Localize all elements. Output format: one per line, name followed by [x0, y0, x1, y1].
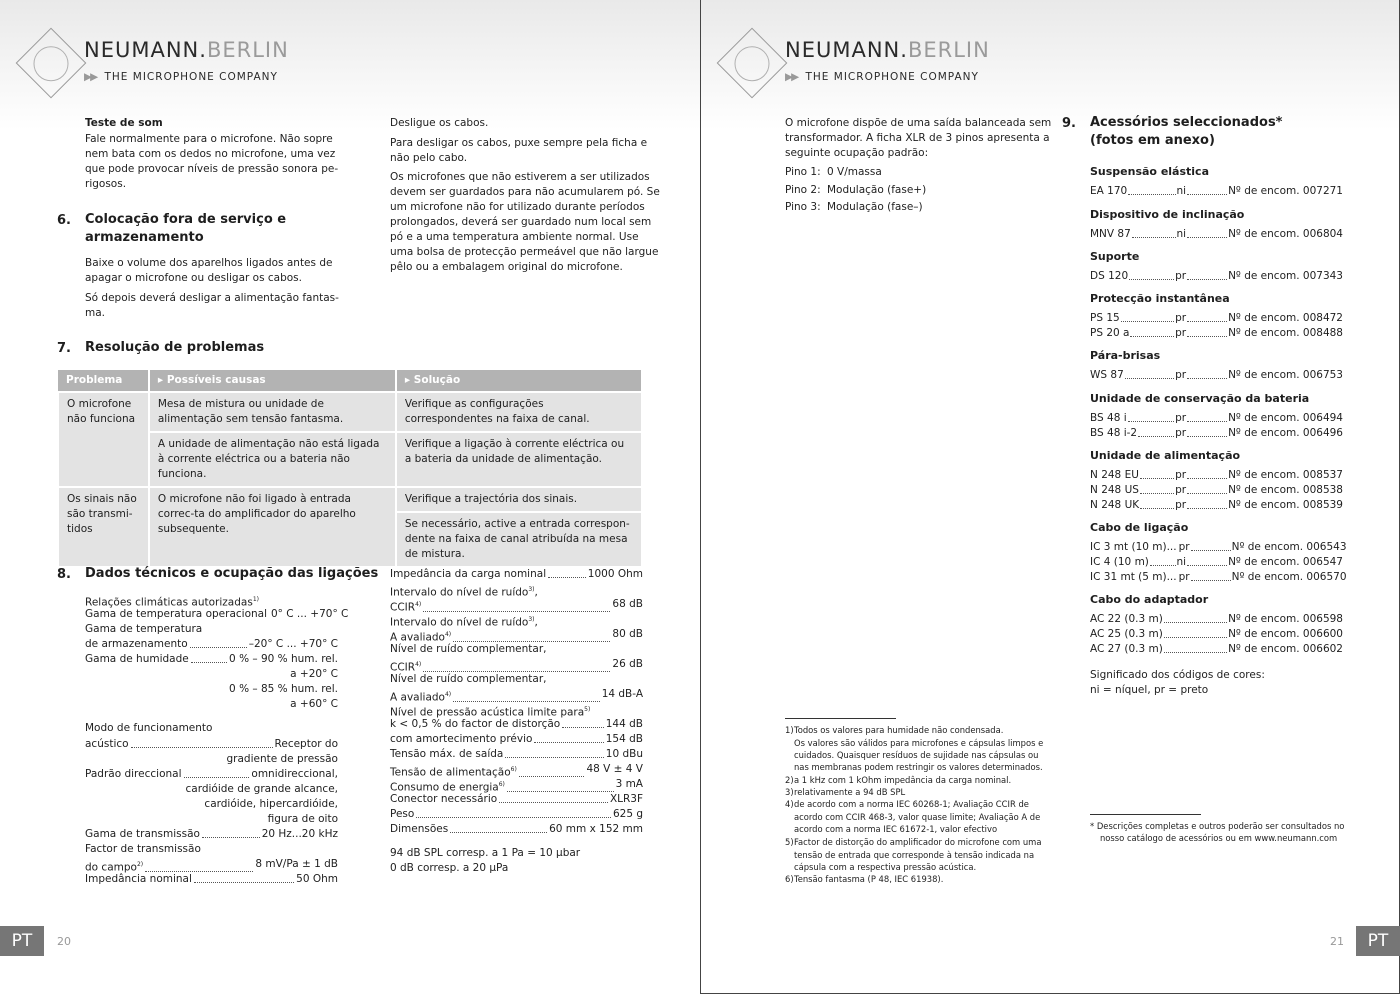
spec-label: Factor de transmissão — [85, 843, 201, 855]
spec-row: Consumo de energia$^{6)}$ 3 mA — [390, 778, 643, 794]
accessory-model: PS 20 a — [1090, 327, 1130, 339]
double-arrow-icon: ▶▶ — [84, 71, 97, 83]
accessories-footnote: nosso catálogo de acessórios ou em www.neumann.com — [1100, 833, 1338, 843]
col2-para: devem ser guardados para não acumularem pó. Se — [390, 186, 660, 198]
col2-para: prolongados, deverá ser guardado num local sem — [390, 216, 652, 228]
spec-value: figura de oito — [267, 813, 338, 825]
accessory-model: N 248 UK — [1090, 499, 1140, 511]
accessory-order-code: Nº de encom. 007271 — [1228, 185, 1343, 197]
accessory-row — [1090, 269, 1343, 284]
spec-row: Gama de transmissão 20 Hz...20 kHz — [85, 828, 338, 840]
accessory-order-code: Nº de encom. 006494 — [1228, 412, 1343, 424]
accessory-group-title: Pára-brisas — [1090, 349, 1161, 362]
accessory-group-title: Protecção instantânea — [1090, 292, 1230, 305]
spec-row: do campo$^{2)}$ 8 mV/Pa ± 1 dB — [85, 858, 338, 874]
spec-label: Intervalo do nível de ruído$^{3)}$, — [390, 586, 538, 599]
spec-label: Gama de temperatura — [85, 623, 203, 635]
footnote-text: relativamente a 94 dB SPL — [794, 787, 906, 797]
accessory-order-code: Nº de encom. 006496 — [1228, 427, 1343, 439]
accessory-color: pr — [1175, 270, 1187, 282]
section-8-title: Dados técnicos e ocupação das ligações — [85, 566, 379, 581]
accessory-color: ni — [1176, 556, 1187, 568]
accessory-row — [1090, 612, 1343, 627]
table-cell: Mesa de mistura ou unidade de alimentação sem tensão fantasma. — [149, 392, 396, 432]
page-number: 20 — [57, 935, 71, 948]
footnote-number: 4) — [785, 799, 794, 809]
spec-row: Peso 625 g — [390, 808, 643, 820]
footnote-number: 2) — [785, 775, 794, 785]
brand-name: NEUMANN.BERLIN — [84, 38, 289, 62]
accessory-row — [1090, 368, 1343, 383]
footnote-text: tensão de entrada que corresponde à tensão indicada na — [794, 850, 1035, 860]
accessory-row — [1090, 468, 1343, 483]
spec-value: cardióide, hipercardióide, — [204, 798, 338, 810]
table-cell: Os sinais não são transmi-tidos — [58, 487, 149, 567]
spec-row: Tensão máx. de saída 10 dBu — [390, 748, 643, 760]
header-solucao: ▸ Solução — [396, 370, 642, 392]
spec-row: Gama de humidade 0 % – 90 % hum. rel. — [85, 653, 338, 665]
spec-label: Modo de funcionamento — [85, 722, 213, 734]
accessory-color: pr — [1175, 427, 1187, 439]
accessory-model: N 248 US — [1090, 484, 1139, 496]
sec6-para: Baixe o volume dos aparelhos ligados antes de — [85, 257, 333, 269]
intro-line: seguinte ocupação padrão: — [785, 147, 929, 159]
accessory-model: DS 120 — [1090, 270, 1129, 282]
accessory-order-code: Nº de encom. 006600 — [1228, 628, 1343, 640]
section-6-number: 6. — [57, 213, 71, 228]
footnote-text: acordo com CCIR 468-3, valor quase limite; Avaliação A de — [794, 812, 1041, 822]
sec6-para: apagar o microfone ou desligar os cabos. — [85, 272, 302, 284]
accessory-order-code: Nº de encom. 008472 — [1228, 312, 1343, 324]
accessory-model: IC 31 mt (5 m)... — [1090, 571, 1177, 583]
spec-row: Tensão de alimentação$^{6)}$ 48 V ± 4 V — [390, 763, 643, 779]
accessory-model: AC 22 (0.3 m) — [1090, 613, 1163, 625]
accessory-model: PS 15 — [1090, 312, 1120, 324]
table-cell: O microfone não foi ligado à entrada correc-ta do amplificador do aparelho subsequente. — [149, 487, 396, 567]
spec-row: acústico Receptor do — [85, 738, 338, 750]
pin-label: Pino 2: — [785, 184, 821, 196]
color-codes-note: Significado dos códigos de cores: — [1090, 669, 1265, 681]
accessory-row — [1090, 570, 1347, 585]
footnote-text: Tensão fantasma (P 48, IEC 61938). — [794, 874, 944, 884]
spec-row: Conector necessário XLR3F — [390, 793, 643, 805]
pin-label: Pino 1: — [785, 166, 821, 178]
spec-row: Impedância da carga nominal 1000 Ohm — [390, 568, 643, 580]
spec-row: k < 0,5 % do factor de distorção 144 dB — [390, 718, 643, 730]
accessory-group-title: Suporte — [1090, 250, 1140, 263]
footnote-number: 5) — [785, 837, 794, 847]
accessory-row — [1090, 184, 1343, 199]
accessory-model: AC 25 (0.3 m) — [1090, 628, 1163, 640]
reference-note: 0 dB corresp. a 20 µPa — [390, 862, 509, 874]
accessory-model: N 248 EU — [1090, 469, 1139, 481]
spec-row: CCIR$^{4)}$ 68 dB — [390, 598, 643, 614]
spec-row: A avaliado$^{4)}$ 80 dB — [390, 628, 643, 644]
troubleshooting-table — [57, 370, 643, 568]
pin-desc: Modulação (fase–) — [827, 201, 923, 213]
footnote-rule — [1090, 814, 1201, 815]
reference-note: 94 dB SPL corresp. a 1 Pa = 10 µbar — [390, 847, 581, 859]
neumann-logo-icon — [16, 28, 87, 99]
pin-desc: 0 V/massa — [827, 166, 882, 178]
spec-value: cardióide de grande alcance, — [185, 783, 338, 795]
spec-row: CCIR$^{4)}$ 26 dB — [390, 658, 643, 674]
brand-tagline: ▶▶ THE MICROPHONE COMPANY — [785, 71, 979, 83]
accessory-color: pr — [1178, 571, 1190, 583]
accessory-order-code: Nº de encom. 006543 — [1231, 541, 1347, 553]
accessory-model: EA 170 — [1090, 185, 1128, 197]
accessory-group-title: Suspensão elástica — [1090, 165, 1209, 178]
accessory-model: IC 4 (10 m) — [1090, 556, 1149, 568]
accessories-footnote: * Descrições completas e outros poderão ser consultados no — [1090, 821, 1345, 831]
accessory-color: pr — [1175, 484, 1187, 496]
accessory-group-title: Dispositivo de inclinação — [1090, 208, 1245, 221]
neumann-logo-icon — [717, 28, 788, 99]
section-9-title-cont: (fotos em anexo) — [1090, 133, 1215, 148]
accessory-row — [1090, 498, 1343, 513]
accessory-group-title: Cabo do adaptador — [1090, 593, 1209, 606]
footnote-text: acordo com a norma IEC 61672-1, valor efectivo — [794, 824, 998, 834]
col2-para: não pelo cabo. — [390, 152, 468, 164]
brand-tagline: ▶▶ THE MICROPHONE COMPANY — [84, 71, 278, 83]
accessory-order-code: Nº de encom. 008537 — [1228, 469, 1343, 481]
footnote-text: Todos os valores para humidade não condensada. — [794, 725, 1004, 735]
footnote-text: cápsula com a respectiva pressão acústica. — [794, 862, 977, 872]
header-causas: ▸ Possíveis causas — [149, 370, 396, 392]
spec-value: 0 % – 85 % hum. rel. — [229, 683, 338, 695]
accessory-order-code: Nº de encom. 006804 — [1228, 228, 1343, 240]
spec-row: A avaliado$^{4)}$ 14 dB-A — [390, 688, 643, 704]
page-number: 21 — [1330, 935, 1344, 948]
section-9-number: 9. — [1062, 116, 1076, 131]
table-cell: Verifique a ligação à corrente eléctrica ou a bateria da unidade de alimentação. — [396, 432, 642, 487]
teste-line: que pode provocar níveis de pressão sonora pe- — [85, 163, 339, 175]
spec-row: Padrão direccional omnidireccional, — [85, 768, 338, 780]
spec-label: Nível de ruído complementar, — [390, 643, 547, 655]
accessory-row — [1090, 540, 1347, 555]
footnote-number: 6) — [785, 874, 794, 884]
accessory-color: ni — [1176, 228, 1187, 240]
footnote-text: Os valores são válidos para microfones e cápsulas limpos e — [794, 738, 1044, 748]
accessory-model: BS 48 i — [1090, 412, 1127, 424]
table-cell: Verifique as configurações correspondentes na faixa de canal. — [396, 392, 642, 432]
accessory-row — [1090, 642, 1343, 657]
teste-line: Fale normalmente para o microfone. Não sopre — [85, 133, 333, 145]
table-row — [58, 487, 642, 512]
accessory-color: pr — [1175, 412, 1187, 424]
col2-para: pêlo ou a embalagem original do microfone. — [390, 261, 623, 273]
teste-line: nem bata com os dedos no microfone, uma vez — [85, 148, 336, 160]
accessory-color: pr — [1175, 327, 1187, 339]
spec-value: a +60° C — [290, 698, 338, 710]
accessory-row — [1090, 627, 1343, 642]
double-arrow-icon: ▶▶ — [785, 71, 798, 83]
section-9-title: Acessórios seleccionados* — [1090, 115, 1283, 130]
table-row — [58, 392, 642, 432]
sec6-para: ma. — [85, 307, 106, 319]
language-tab: PT — [0, 926, 44, 956]
accessory-model: BS 48 i-2 — [1090, 427, 1138, 439]
pin-desc: Modulação (fase+) — [827, 184, 927, 196]
teste-line: rigosos. — [85, 178, 127, 190]
accessory-row — [1090, 227, 1343, 242]
brand-name: NEUMANN.BERLIN — [785, 38, 990, 62]
footnote-text: nas membranas podem restringir os valores determinados. — [794, 762, 1043, 772]
accessory-order-code: Nº de encom. 006570 — [1231, 571, 1347, 583]
table-cell: A unidade de alimentação não está ligada à corrente eléctrica ou a bateria não funciona. — [149, 432, 396, 487]
triangle-right-icon: ▸ — [157, 374, 167, 386]
spec-value: gradiente de pressão — [226, 753, 338, 765]
accessory-order-code: Nº de encom. 008488 — [1228, 327, 1343, 339]
accessory-row — [1090, 426, 1343, 441]
table-cell: O microfone não funciona — [58, 392, 149, 487]
table-cell: Verifique a trajectória dos sinais. — [396, 487, 642, 512]
section-6-title: Colocação fora de serviço e — [85, 212, 287, 227]
footnote-rule — [785, 718, 896, 719]
section-7-title: Resolução de problemas — [85, 340, 265, 355]
accessory-color: pr — [1178, 541, 1190, 553]
col2-para: Os microfones que não estiverem a ser utilizados — [390, 171, 650, 183]
spec-label: Nível de ruído complementar, — [390, 673, 547, 685]
accessory-row — [1090, 555, 1343, 570]
accessory-row — [1090, 326, 1343, 341]
accessory-order-code: Nº de encom. 006547 — [1228, 556, 1343, 568]
accessory-color: pr — [1175, 469, 1187, 481]
intro-line: O microfone dispõe de uma saída balanceada sem — [785, 117, 1052, 129]
accessory-row — [1090, 311, 1343, 326]
sec6-para: Só depois deverá desligar a alimentação fantas- — [85, 292, 339, 304]
accessory-order-code: Nº de encom. 008538 — [1228, 484, 1343, 496]
accessory-color: pr — [1175, 312, 1187, 324]
accessory-order-code: Nº de encom. 006602 — [1228, 643, 1343, 655]
spec-row: Dimensões 60 mm x 152 mm — [390, 823, 643, 835]
col2-para: uma bolsa de protecção permeável que não largue — [390, 246, 659, 258]
accessory-group-title: Unidade de conservação da bateria — [1090, 392, 1310, 405]
accessory-color: pr — [1175, 369, 1187, 381]
spec-row: de armazenamento –20° C ... +70° C — [85, 638, 338, 650]
spec-label: Relações climáticas autorizadas$^{1)}$ — [85, 596, 259, 609]
teste-title: Teste de som — [85, 117, 163, 129]
accessory-row — [1090, 483, 1343, 498]
footnote-number: 3) — [785, 787, 794, 797]
col2-para: Desligue os cabos. — [390, 117, 489, 129]
spec-value: a +20° C — [290, 668, 338, 680]
table-header-row — [58, 370, 642, 392]
accessory-order-code: Nº de encom. 006753 — [1228, 369, 1343, 381]
section-7-number: 7. — [57, 341, 71, 356]
accessory-order-code: Nº de encom. 006598 — [1228, 613, 1343, 625]
accessory-order-code: Nº de encom. 008539 — [1228, 499, 1343, 511]
accessory-row — [1090, 411, 1343, 426]
footnote-text: a 1 kHz com 1 kOhm impedância da carga nominal. — [794, 775, 1012, 785]
color-codes-note: ni = níquel, pr = preto — [1090, 684, 1209, 696]
accessory-color: ni — [1176, 185, 1187, 197]
spec-row: com amortecimento prévio 154 dB — [390, 733, 643, 745]
col2-para: um microfone não for utilizado durante períodos — [390, 201, 645, 213]
spec-label: Nível de pressão acústica limite para$^{5)}$ — [390, 706, 591, 719]
section-8-number: 8. — [57, 567, 71, 582]
footnote-number: 1) — [785, 725, 794, 735]
header-problema: Problema — [58, 370, 149, 392]
spec-row: Impedância nominal 50 Ohm — [85, 873, 338, 885]
section-6-title-cont: armazenamento — [85, 230, 204, 245]
col2-para: pó e a uma temperatura ambiente normal. Use — [390, 231, 639, 243]
triangle-right-icon: ▸ — [404, 374, 414, 386]
accessory-group-title: Cabo de ligação — [1090, 521, 1189, 534]
accessory-model: AC 27 (0.3 m) — [1090, 643, 1163, 655]
accessory-color: pr — [1175, 499, 1187, 511]
accessory-model: WS 87 — [1090, 369, 1124, 381]
col2-para: Para desligar os cabos, puxe sempre pela ficha e — [390, 137, 648, 149]
spec-label: Intervalo do nível de ruído$^{3)}$, — [390, 616, 538, 629]
footnote-text: Factor de distorção do amplificador do microfone com uma — [794, 837, 1042, 847]
table-cell: Se necessário, active a entrada correspon-dente na faixa de canal atribuída na mesa de mistura. — [396, 512, 642, 567]
language-tab: PT — [1356, 926, 1400, 956]
footnote-text: cuidados. Quaisquer resíduos de sujidade nas cápsulas ou — [794, 750, 1039, 760]
accessory-model: IC 3 mt (10 m)... — [1090, 541, 1177, 553]
accessory-model: MNV 87 — [1090, 228, 1131, 240]
accessory-order-code: Nº de encom. 007343 — [1228, 270, 1343, 282]
pin-label: Pino 3: — [785, 201, 821, 213]
spec-row: Gama de temperatura operacional 0° C ... +70° C — [85, 608, 349, 620]
intro-line: transformador. A ficha XLR de 3 pinos apresenta a — [785, 132, 1050, 144]
footnote-text: de acordo com a norma IEC 60268-1; Avaliação CCIR de — [794, 799, 1029, 809]
accessory-group-title: Unidade de alimentação — [1090, 449, 1241, 462]
